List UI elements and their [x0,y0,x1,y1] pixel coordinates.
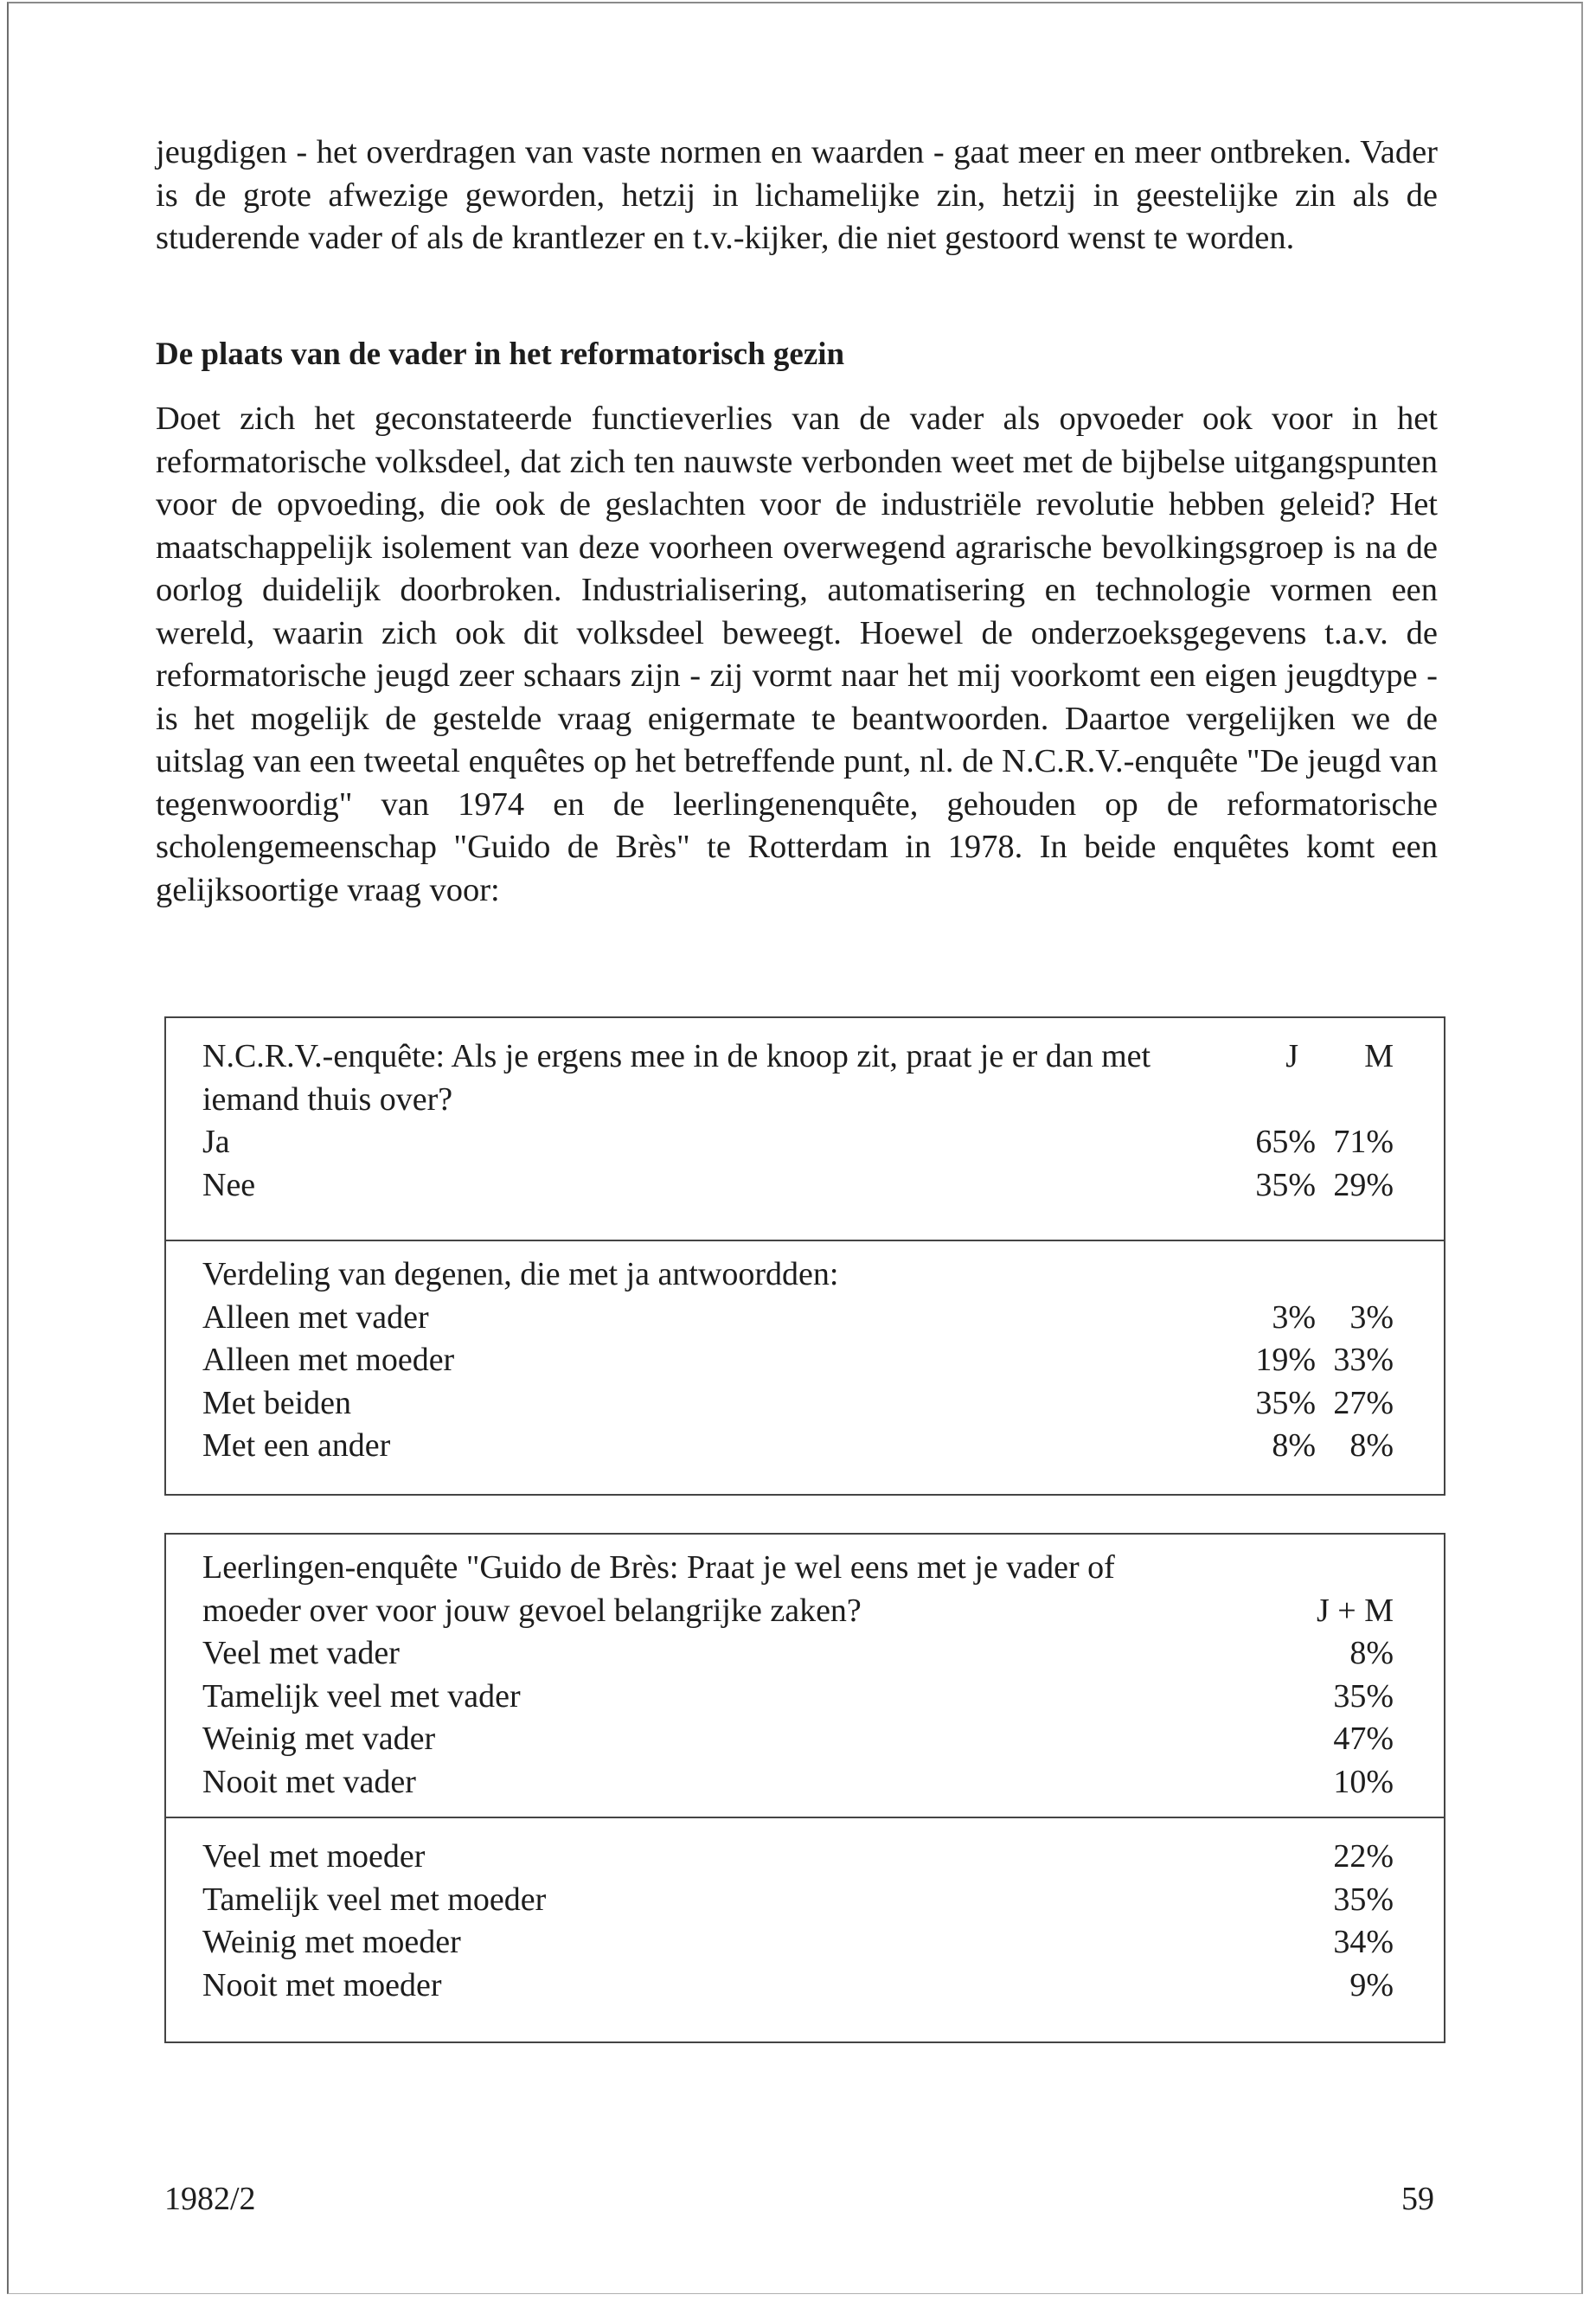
column-header-m: M [1364,1038,1394,1074]
ncrv-survey-table [164,1016,1445,1496]
table-row: Tamelijk veel met vader 35% [202,1677,1394,1715]
ncrv-question-section [166,1018,1444,1240]
column-header-jm: J + M [1316,1592,1394,1629]
table-row: Weinig met moeder 34% [202,1924,1394,1960]
table-row: Tamelijk veel met moeder 35% [202,1881,1394,1918]
table-row: Alleen met vader 3% 3% [202,1298,1394,1336]
table-row: Weinig met vader 47% [202,1721,1394,1757]
section-heading: De plaats van de vader in het reformatorisch gezin [156,336,845,372]
table-row: Met beiden 35% 27% [202,1384,1394,1421]
table-row: Nooit met moeder 9% [202,1966,1394,2003]
distribution-subheading: Verdeling van degenen, die met ja antwoordden: [202,1256,839,1292]
page-number: 59 [1401,2181,1434,2217]
table-row: Veel met vader 8% [202,1635,1394,1671]
ncrv-distribution-section [166,1240,1444,1494]
table-row: Ja 65% 71% [202,1124,1394,1160]
table-row: Met een ander 8% 8% [202,1427,1394,1464]
table-row: Alleen met moeder 19% 33% [202,1342,1394,1378]
ncrv-question: N.C.R.V.-enquête: Als je ergens mee in de knoop zit, praat je er dan met iemand thuis over? [202,1038,1151,1118]
table-row: Nee 35% 29% [202,1166,1394,1203]
table-row: Nooit met vader 10% [202,1763,1394,1800]
paragraph-body: Doet zich het geconstateerde functieverlies van de vader als opvoeder ook voor in het reformatorische volksdeel, dat zich ten nauwste verbonden weet met de bijbelse uitgangspunten voor de opvoeding, die ook de geslachten voor de industriële revolutie hebben geleid? Het maatschappelijk isolement van deze voorheen overwegend agrarische bevolkingsgroep is na de oorlog duidelijk doorbroken. Industrialisering, automatisering en technologie vormen een wereld, waarin zich ook dit volksdeel beweegt. Hoewel de onderzoeksgegevens t.a.v. de reformatorische jeugd zeer schaars zijn - zij vormt naar het mij voorkomt een eigen jeugdtype - is het mogelijk de gestelde vraag enigermate te beantwoorden. Daartoe vergelijken we de uitslag van een tweetal enquêtes op het betreffende punt, nl. de N.C.R.V.-enquête "De jeugd van tegenwoordig" van 1974 en de leerlingenenquête, gehouden op de reformatorische scholengemeenschap "Guido de Brès" te Rotterdam in 1978. In beide enquêtes komt een gelijksoortige vraag voor: [156,401,1438,908]
paragraph-intro: jeugdigen - het overdragen van vaste normen en waarden - gaat meer en meer ontbreken. Vader is de grote afwezige geworden, hetzij in lichamelijke zin, hetzij in geestelijke zin als de studerende vader of als de krantlezer en t.v.-kijker, die niet gestoord wenst te worden. [156,134,1438,256]
guido-question: Leerlingen-enquête "Guido de Brès: Praat je wel eens met je vader of moeder over voor jouw gevoel belangrijke zaken? [202,1549,1115,1629]
mother-section [166,1817,1444,2041]
issue-number: 1982/2 [164,2181,256,2217]
table-row: Veel met moeder 22% [202,1838,1394,1875]
father-section [166,1535,1444,1817]
column-header-j: J [1285,1038,1298,1074]
guido-de-bres-survey-table [164,1533,1445,2043]
